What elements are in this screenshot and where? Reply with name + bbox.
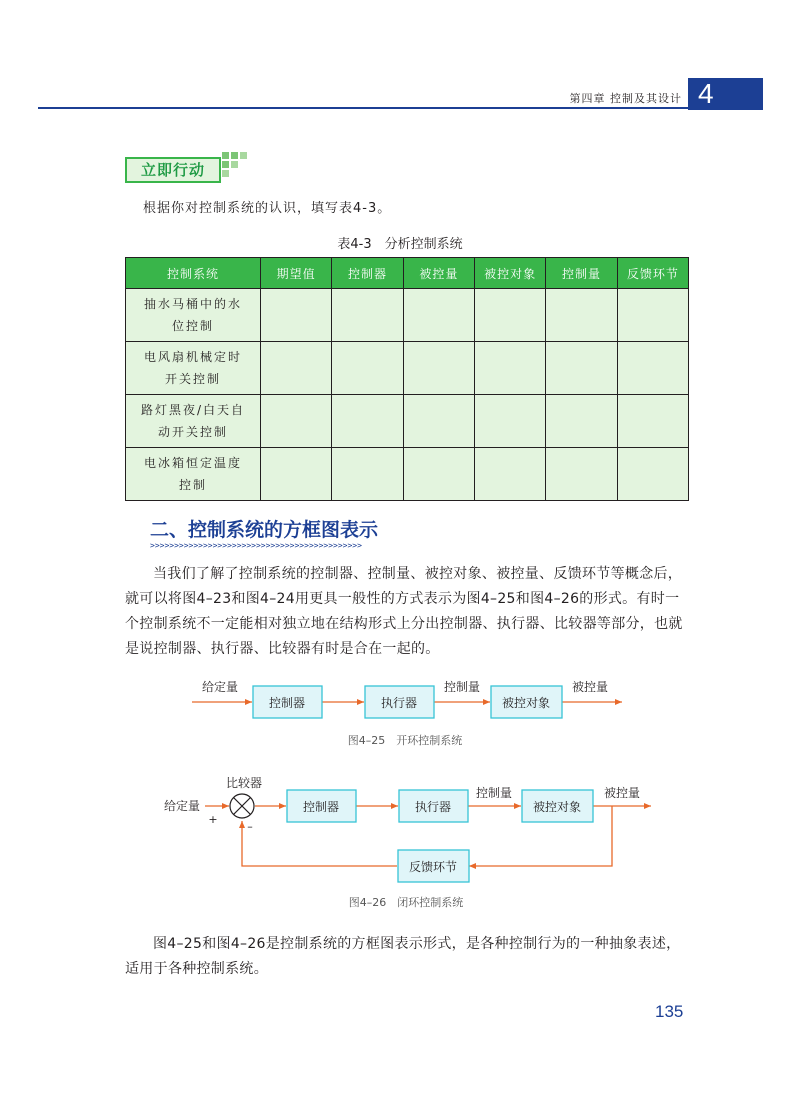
action-badge: 立即行动 [125, 157, 221, 183]
figure-caption: 图4–25 开环控制系统 [347, 734, 463, 747]
table-header-cell: 控制系统 [126, 258, 261, 289]
input-label: 给定量 [163, 799, 201, 813]
blank-cell [546, 289, 617, 342]
actuator-label: 执行器 [380, 696, 418, 710]
control-quantity-label: 控制量 [443, 680, 481, 694]
output-label: 被控量 [571, 680, 609, 694]
table-row [126, 395, 689, 448]
table-header-cell: 被控对象 [474, 258, 545, 289]
section-underline-arrows: >>>>>>>>>>>>>>>>>>>>>>>>>>>>>>>>>>>>>>>>>>>> [150, 541, 362, 550]
table-header-cell: 期望值 [261, 258, 332, 289]
blank-cell [546, 448, 617, 501]
analysis-table [125, 257, 689, 501]
table-header-cell: 控制器 [332, 258, 403, 289]
blank-cell [332, 395, 403, 448]
table-header-row [126, 258, 689, 289]
blank-cell [403, 395, 474, 448]
table-header-cell: 反馈环节 [617, 258, 688, 289]
table-header-cell: 被控量 [403, 258, 474, 289]
blank-cell [403, 448, 474, 501]
row-label-line: 抽水马桶中的水 [143, 297, 242, 311]
input-label: 给定量 [201, 680, 239, 694]
badge-decoration-square [222, 152, 229, 159]
row-label-line: 路灯黑夜/白天自 [140, 403, 246, 417]
blank-cell [403, 289, 474, 342]
chapter-title: 第四章 控制及其设计 [569, 92, 682, 105]
row-label-line: 电冰箱恒定温度 [143, 456, 242, 470]
table-row [126, 289, 689, 342]
control-quantity-label: 控制量 [475, 786, 513, 800]
plant-label: 被控对象 [532, 800, 582, 814]
feedback-path [242, 821, 397, 866]
paragraph-text: 图4–25和图4–26是控制系统的方框图表示形式，是各种控制行为的一种抽象表述，适用于各种控制系统。 [125, 936, 681, 977]
row-label-line: 开关控制 [164, 372, 221, 386]
blank-cell [474, 448, 545, 501]
blank-cell [261, 289, 332, 342]
blank-cell [332, 448, 403, 501]
blank-cell [617, 395, 688, 448]
badge-decoration-square [222, 170, 229, 177]
closed-loop-diagram [0, 770, 800, 915]
badge-decoration-square [231, 161, 238, 168]
row-label-line: 电风扇机械定时 [143, 350, 242, 364]
chapter-number: 4 [688, 78, 763, 110]
actuator-label: 执行器 [414, 800, 452, 814]
plant-label: 被控对象 [501, 696, 551, 710]
output-label: 被控量 [603, 786, 641, 800]
blank-cell [261, 395, 332, 448]
blank-cell [617, 448, 688, 501]
row-label-cell [126, 395, 261, 448]
blank-cell [474, 342, 545, 395]
row-label-line: 动开关控制 [157, 425, 228, 439]
blank-cell [261, 448, 332, 501]
feedback-label: 反馈环节 [408, 860, 458, 874]
badge-decoration-square [231, 152, 238, 159]
badge-decoration-square [240, 152, 247, 159]
blank-cell [332, 342, 403, 395]
blank-cell [474, 395, 545, 448]
paragraph-text: 当我们了解了控制系统的控制器、控制量、被控对象、被控量、反馈环节等概念后，就可以将图4–23和图4–24用更具一般性的方式表示为图4–25和图4–26的形式。有时一个控制系统不一定能相对独立地在结构形式上分出控制器、执行器、比较器等部分，也就是说控制器、执行器、比较器有时是合在一起的。 [125, 566, 683, 657]
header-rule [38, 107, 688, 109]
table-header-cell: 控制量 [546, 258, 617, 289]
row-label-cell [126, 342, 261, 395]
minus-sign: – [247, 820, 253, 833]
blank-cell [474, 289, 545, 342]
badge-decoration-square [222, 161, 229, 168]
plus-sign: + [208, 813, 218, 826]
row-label-line: 控制 [178, 478, 207, 492]
table-caption: 表4-3 分析控制系统 [337, 237, 463, 252]
open-loop-diagram [0, 670, 800, 760]
blank-cell [617, 342, 688, 395]
figure-caption: 图4–26 闭环控制系统 [348, 896, 464, 909]
intro-text: 根据你对控制系统的认识，填写表4-3。 [143, 201, 392, 216]
table-row [126, 448, 689, 501]
table-row [126, 342, 689, 395]
row-label-cell [126, 448, 261, 501]
controller-label: 控制器 [302, 800, 340, 814]
page-number: 135 [655, 1002, 684, 1021]
blank-cell [403, 342, 474, 395]
blank-cell [617, 289, 688, 342]
paragraph-1 [125, 562, 690, 662]
blank-cell [332, 289, 403, 342]
section-title: 二、控制系统的方框图表示 [150, 519, 379, 541]
blank-cell [546, 395, 617, 448]
controller-label: 控制器 [268, 696, 306, 710]
paragraph-2 [125, 932, 690, 982]
comparator-label: 比较器 [225, 776, 263, 790]
row-label-cell [126, 289, 261, 342]
row-label-line: 位控制 [171, 319, 214, 333]
comparator-symbol [230, 794, 254, 818]
blank-cell [546, 342, 617, 395]
blank-cell [261, 342, 332, 395]
